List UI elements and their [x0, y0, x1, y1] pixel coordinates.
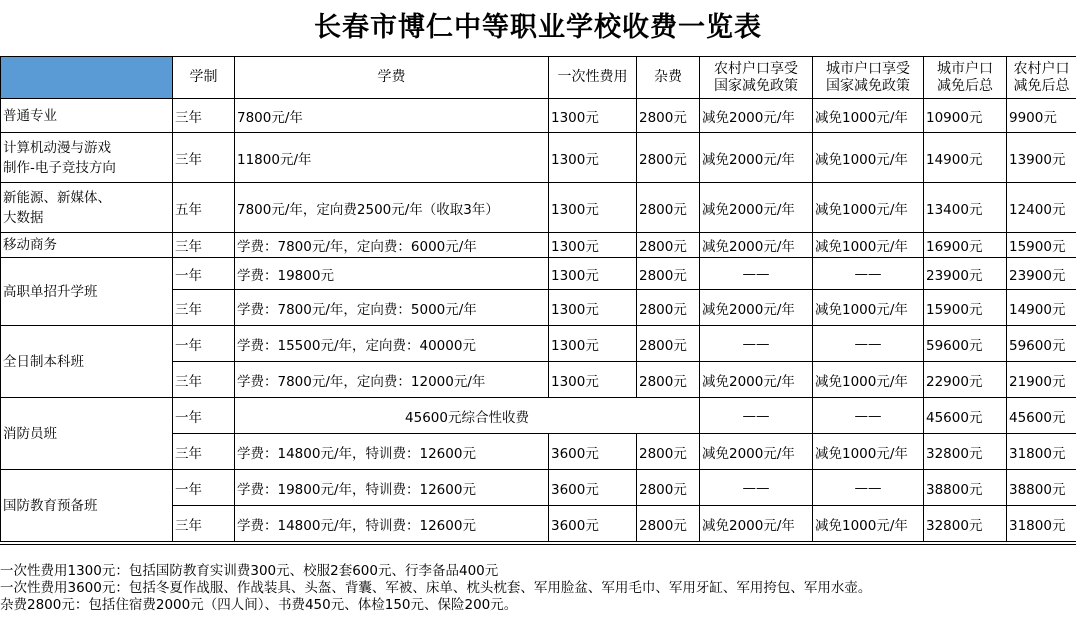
tuition-cell: 学费：19800元	[235, 258, 549, 290]
rural-total-cell: 59600元	[1007, 326, 1076, 362]
table-row	[1, 258, 1076, 290]
note-onetime-3600: 一次性费用3600元：包括冬夏作战服、作战装具、头盔、背囊、军被、床单、枕头枕套、军用脸盆、军用毛巾、军用牙缸、军用挎包、军用水壶。	[0, 580, 1076, 597]
urban-relief-cell: 减免1000元/年	[813, 434, 924, 470]
table-row	[1, 326, 1076, 362]
urban-total-cell: 15900元	[924, 290, 1007, 326]
page-title: 长春市博仁中等职业学校收费一览表	[0, 0, 1076, 56]
tuition-cell: 学费：7800元/年，定向费：6000元/年	[235, 233, 549, 258]
urban-total-cell: 14900元	[924, 133, 1007, 183]
header-blank-cell	[1, 57, 173, 99]
misc-cell: 2800元	[637, 470, 700, 506]
rural-relief-cell: 减免2000元/年	[700, 233, 813, 258]
table-row	[1, 470, 1076, 506]
urban-relief-cell: ——	[813, 258, 924, 290]
urban-relief-cell: 减免1000元/年	[813, 133, 924, 183]
onetime-cell: 1300元	[549, 290, 637, 326]
years-cell: 一年	[173, 470, 235, 506]
rural-relief-cell: ——	[700, 398, 813, 434]
urban-total-cell: 16900元	[924, 233, 1007, 258]
header-urban-total-line2: 减免后总	[937, 78, 993, 94]
table-row	[1, 133, 1076, 183]
rural-relief-cell: 减免2000元/年	[700, 362, 813, 398]
rural-relief-cell: ——	[700, 326, 813, 362]
header-rural-total-line1: 农村户口	[1014, 61, 1070, 77]
onetime-cell: 1300元	[549, 233, 637, 258]
tuition-cell: 学费：19800元/年，特训费：12600元	[235, 470, 549, 506]
urban-relief-cell: ——	[813, 398, 924, 434]
years-cell: 三年	[173, 434, 235, 470]
rural-total-cell: 31800元	[1007, 506, 1076, 542]
urban-relief-cell: 减免1000元/年	[813, 290, 924, 326]
years-cell: 三年	[173, 506, 235, 542]
header-urban-total-line1: 城市户口	[937, 61, 993, 77]
fee-notes	[0, 544, 1076, 627]
misc-cell: 2800元	[637, 434, 700, 470]
rural-relief-cell: ——	[700, 258, 813, 290]
header-rural-relief-line1: 农村户口享受	[714, 61, 798, 77]
urban-total-cell: 32800元	[924, 506, 1007, 542]
onetime-cell: 1300元	[549, 133, 637, 183]
header-rural-total	[1007, 57, 1076, 99]
urban-relief-cell: ——	[813, 326, 924, 362]
program-name-line2: 制作-电子竞技方向	[3, 160, 116, 176]
rural-total-cell: 9900元	[1007, 99, 1076, 133]
tuition-cell: 学费：14800元/年，特训费：12600元	[235, 506, 549, 542]
program-name-line1: 计算机动漫与游戏	[3, 140, 111, 156]
header-rural-total-line2: 减免后总	[1014, 78, 1070, 94]
onetime-cell: 1300元	[549, 183, 637, 233]
tuition-cell: 11800元/年	[235, 133, 549, 183]
header-rural-relief-line2: 国家减免政策	[714, 78, 798, 94]
rural-total-cell: 14900元	[1007, 290, 1076, 326]
rural-total-cell: 45600元	[1007, 398, 1076, 434]
tuition-cell: 7800元/年	[235, 99, 549, 133]
urban-relief-cell: 减免1000元/年	[813, 506, 924, 542]
header-rural-relief	[700, 57, 813, 99]
onetime-cell: 3600元	[549, 506, 637, 542]
misc-cell: 2800元	[637, 362, 700, 398]
note-onetime-1300: 一次性费用1300元：包括国防教育实训费300元、校服2套600元、行李备品400元	[0, 563, 1076, 580]
rural-relief-cell: 减免2000元/年	[700, 434, 813, 470]
urban-total-cell: 10900元	[924, 99, 1007, 133]
tuition-cell: 学费：7800元/年，定向费：12000元/年	[235, 362, 549, 398]
onetime-cell: 1300元	[549, 99, 637, 133]
header-years: 学制	[173, 57, 235, 99]
misc-cell: 2800元	[637, 506, 700, 542]
urban-total-cell: 38800元	[924, 470, 1007, 506]
rural-total-cell: 31800元	[1007, 434, 1076, 470]
program-name-line2: 大数据	[3, 210, 44, 226]
rural-relief-cell: 减免2000元/年	[700, 99, 813, 133]
misc-cell: 2800元	[637, 99, 700, 133]
note-misc-2800: 杂费2800元：包括住宿费2000元（四人间）、书费450元、体检150元、保险200元。	[0, 597, 1076, 614]
misc-cell: 2800元	[637, 290, 700, 326]
onetime-cell: 3600元	[549, 434, 637, 470]
rural-total-cell: 15900元	[1007, 233, 1076, 258]
years-cell: 一年	[173, 398, 235, 434]
header-row	[1, 57, 1076, 99]
onetime-cell: 1300元	[549, 362, 637, 398]
table-row	[1, 99, 1076, 133]
tuition-cell: 7800元/年，定向费2500元/年（收取3年）	[235, 183, 549, 233]
years-cell: 五年	[173, 183, 235, 233]
rural-total-cell: 38800元	[1007, 470, 1076, 506]
years-cell: 三年	[173, 290, 235, 326]
urban-relief-cell: 减免1000元/年	[813, 183, 924, 233]
urban-relief-cell: 减免1000元/年	[813, 99, 924, 133]
rural-total-cell: 13900元	[1007, 133, 1076, 183]
urban-total-cell: 22900元	[924, 362, 1007, 398]
header-onetime: 一次性费用	[549, 57, 637, 99]
urban-total-cell: 23900元	[924, 258, 1007, 290]
rural-relief-cell: 减免2000元/年	[700, 506, 813, 542]
tuition-cell: 学费：7800元/年，定向费：5000元/年	[235, 290, 549, 326]
onetime-cell: 1300元	[549, 258, 637, 290]
years-cell: 三年	[173, 233, 235, 258]
table-row	[1, 398, 1076, 434]
urban-total-cell: 32800元	[924, 434, 1007, 470]
years-cell: 三年	[173, 362, 235, 398]
misc-cell: 2800元	[637, 258, 700, 290]
program-name	[1, 133, 173, 183]
rural-total-cell: 23900元	[1007, 258, 1076, 290]
urban-relief-cell: 减免1000元/年	[813, 362, 924, 398]
urban-total-cell: 59600元	[924, 326, 1007, 362]
urban-relief-cell: ——	[813, 470, 924, 506]
rural-relief-cell: 减免2000元/年	[700, 133, 813, 183]
tuition-cell: 学费：14800元/年，特训费：12600元	[235, 434, 549, 470]
rural-relief-cell: 减免2000元/年	[700, 183, 813, 233]
misc-cell: 2800元	[637, 183, 700, 233]
urban-total-cell: 45600元	[924, 398, 1007, 434]
fee-table	[0, 56, 1076, 542]
header-urban-relief-line1: 城市户口享受	[826, 61, 910, 77]
comprehensive-fee-cell: 45600元综合性收费	[235, 398, 700, 434]
onetime-cell: 3600元	[549, 470, 637, 506]
years-cell: 一年	[173, 258, 235, 290]
program-name-line1: 新能源、新媒体、	[3, 190, 111, 206]
program-name	[1, 183, 173, 233]
program-name: 国防教育预备班	[1, 470, 173, 542]
program-name: 消防员班	[1, 398, 173, 470]
rural-relief-cell: ——	[700, 470, 813, 506]
program-name: 普通专业	[1, 99, 173, 133]
header-misc: 杂费	[637, 57, 700, 99]
rural-total-cell: 12400元	[1007, 183, 1076, 233]
urban-relief-cell: 减免1000元/年	[813, 233, 924, 258]
program-name: 全日制本科班	[1, 326, 173, 398]
program-name: 高职单招升学班	[1, 258, 173, 326]
years-cell: 一年	[173, 326, 235, 362]
rural-relief-cell: 减免2000元/年	[700, 290, 813, 326]
tuition-cell: 学费：15500元/年，定向费：40000元	[235, 326, 549, 362]
misc-cell: 2800元	[637, 326, 700, 362]
rural-total-cell: 21900元	[1007, 362, 1076, 398]
misc-cell: 2800元	[637, 233, 700, 258]
years-cell: 三年	[173, 133, 235, 183]
header-urban-relief-line2: 国家减免政策	[826, 78, 910, 94]
header-urban-relief	[813, 57, 924, 99]
years-cell: 三年	[173, 99, 235, 133]
program-name: 移动商务	[1, 233, 173, 258]
table-row	[1, 183, 1076, 233]
header-urban-total	[924, 57, 1007, 99]
header-tuition: 学费	[235, 57, 549, 99]
onetime-cell: 1300元	[549, 326, 637, 362]
misc-cell: 2800元	[637, 133, 700, 183]
urban-total-cell: 13400元	[924, 183, 1007, 233]
table-row	[1, 233, 1076, 258]
